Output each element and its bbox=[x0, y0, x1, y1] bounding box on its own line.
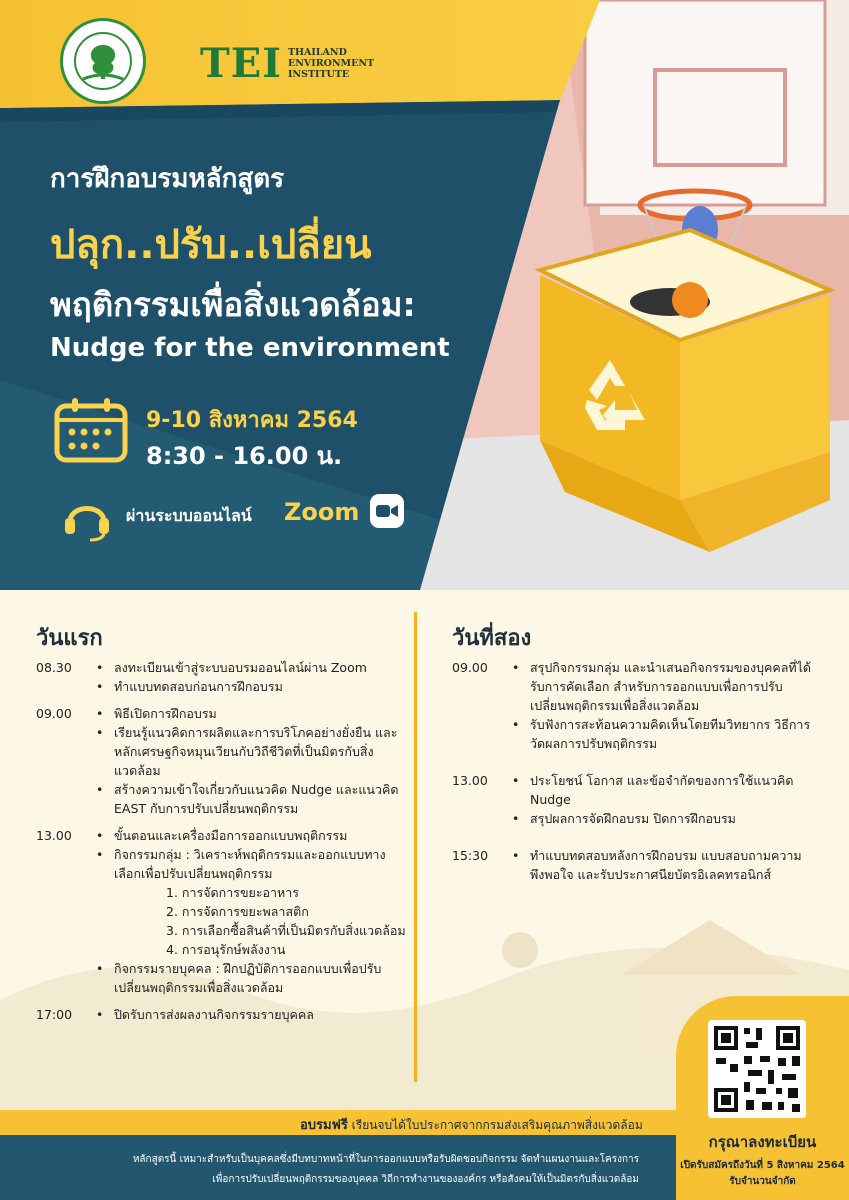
free-text: อบรมฟรี เรียนจบได้ใบประกาศจากกรมส่งเสริมคุณภาพสิ่งแวดล้อม bbox=[300, 1118, 643, 1133]
session-item: • กิจกรรมกลุ่ม : วิเคราะห์พฤติกรรมและออกแบบทางเลือกเพื่อปรับเปลี่ยนพฤติกรรม bbox=[92, 845, 406, 883]
day2-session bbox=[452, 846, 812, 884]
session-item: • รับฟังการสะท้อนความคิดเห็นโดยทีมวิทยากร วิธีการวัดผลการปรับพฤติกรรม bbox=[508, 715, 812, 753]
platform-name: Zoom bbox=[284, 498, 360, 526]
register-title: กรุณาลงทะเบียน bbox=[708, 1133, 817, 1151]
day1-session bbox=[36, 658, 406, 696]
session-time: 08.30 bbox=[36, 660, 72, 675]
qr-code[interactable] bbox=[708, 1020, 806, 1118]
day2-schedule bbox=[452, 658, 812, 892]
online-label: ผ่านระบบออนไลน์ bbox=[126, 506, 252, 525]
session-item: • พิธีเปิดการฝึกอบรม bbox=[92, 704, 406, 723]
day2-session bbox=[452, 771, 812, 828]
column-divider bbox=[414, 612, 417, 1082]
tei-logo bbox=[200, 40, 374, 87]
day1-session bbox=[36, 826, 406, 997]
day2-title: วันที่สอง bbox=[452, 626, 532, 651]
event-time: 8:30 - 16.00 น. bbox=[146, 442, 343, 470]
session-item: • สรุปกิจกรรมกลุ่ม และนำเสนอกิจกรรมของบุคคลที่ได้รับการคัดเลือก สำหรับการออกแบบเพื่อการปรับเปลี่ยนพฤติกรรมเพื่อสิ่งแวดล้อม bbox=[508, 658, 812, 715]
session-item: • สรุปผลการจัดฝึกอบรม ปิดการฝึกอบรม bbox=[508, 809, 812, 828]
zoom-icon bbox=[370, 494, 404, 528]
calendar-icon bbox=[54, 398, 128, 464]
session-time: 15:30 bbox=[452, 848, 489, 863]
session-item: • กิจกรรมรายบุคคล : ฝึกปฏิบัติการออกแบบเพื่อปรับเปลี่ยนพฤติกรรมเพื่อสิ่งแวดล้อม bbox=[92, 959, 406, 997]
day1-session bbox=[36, 1005, 406, 1024]
session-item: • ทำแบบทดสอบก่อนการฝึกอบรม bbox=[92, 677, 406, 696]
session-subitem: 4. การอนุรักษ์พลังงาน bbox=[166, 942, 286, 957]
session-subitem: 3. การเลือกซื้อสินค้าที่เป็นมิตรกับสิ่งแวดล้อม bbox=[166, 923, 406, 938]
register-limited: รับจำนวนจำกัด bbox=[729, 1176, 796, 1187]
day1-schedule bbox=[36, 658, 406, 1032]
tei-mark: TEI bbox=[200, 40, 282, 87]
session-item: • สร้างความเข้าใจเกี่ยวกับแนวคิด Nudge และแนวคิด EAST กับการปรับเปลี่ยนพฤติกรรม bbox=[92, 780, 406, 818]
tree-icon bbox=[73, 31, 133, 91]
session-item: • ประโยชน์ โอกาส และข้อจำกัดของการใช้แนวคิด Nudge bbox=[508, 771, 812, 809]
course-label: การฝึกอบรมหลักสูตร bbox=[50, 164, 285, 194]
session-time: 13.00 bbox=[452, 773, 488, 788]
course-english-title: Nudge for the environment bbox=[50, 333, 450, 363]
session-item: • ขั้นตอนและเครื่องมือการออกแบบพฤติกรรม bbox=[92, 826, 406, 845]
headset-icon bbox=[62, 494, 112, 542]
day1-title: วันแรก bbox=[36, 626, 103, 651]
deqp-logo bbox=[60, 18, 146, 104]
session-time: 13.00 bbox=[36, 828, 72, 843]
day1-session bbox=[36, 704, 406, 818]
tei-name: THAILAND ENVIRONMENT INSTITUTE bbox=[287, 47, 375, 80]
course-subtitle: พฤติกรรมเพื่อสิ่งแวดล้อม: bbox=[50, 285, 416, 324]
session-item: • ปิดรับการส่งผลงานกิจกรรมรายบุคคล bbox=[92, 1005, 406, 1024]
session-item: • ลงทะเบียนเข้าสู่ระบบอบรมออนไลน์ผ่าน Zoom bbox=[92, 658, 406, 677]
register-deadline: เปิดรับสมัครถึงวันที่ 5 สิงหาคม 2564 bbox=[680, 1160, 845, 1171]
session-time: 09.00 bbox=[452, 660, 488, 675]
session-subitem: 1. การจัดการขยะอาหาร bbox=[166, 885, 300, 900]
session-time: 09.00 bbox=[36, 706, 72, 721]
target-note-1: หลักสูตรนี้ เหมาะสำหรับเป็นบุคคลซึ่งมีบทบาทหน้าที่ในการออกแบบหรือรับผิดชอบกิจกรรม จัดทำแผนงานและโครงการ bbox=[132, 1154, 639, 1165]
course-title: ปลุก..ปรับ..เปลี่ยน bbox=[50, 222, 372, 268]
day2-session bbox=[452, 658, 812, 753]
event-date: 9-10 สิงหาคม 2564 bbox=[146, 408, 358, 433]
session-item: • เรียนรู้แนวคิดการผลิตและการบริโภคอย่างยั่งยืน และหลักเศรษฐกิจหมุนเวียนกับวิถีชีวิตที่เป็นมิตรกับสิ่งแวดล้อม bbox=[92, 723, 406, 780]
session-item: • ทำแบบทดสอบหลังการฝึกอบรม แบบสอบถามความพึงพอใจ และรับประกาศนียบัตรอิเลคทรอนิกส์ bbox=[508, 846, 812, 884]
session-time: 17:00 bbox=[36, 1007, 73, 1022]
target-note-2: เพื่อการปรับเปลี่ยนพฤติกรรมของบุคคล วิถีการทำงานขององค์กร หรือสังคมให้เป็นมิตรกับสิ่งแวดล้อม bbox=[212, 1174, 639, 1185]
session-subitem: 2. การจัดการขยะพลาสติก bbox=[166, 904, 309, 919]
